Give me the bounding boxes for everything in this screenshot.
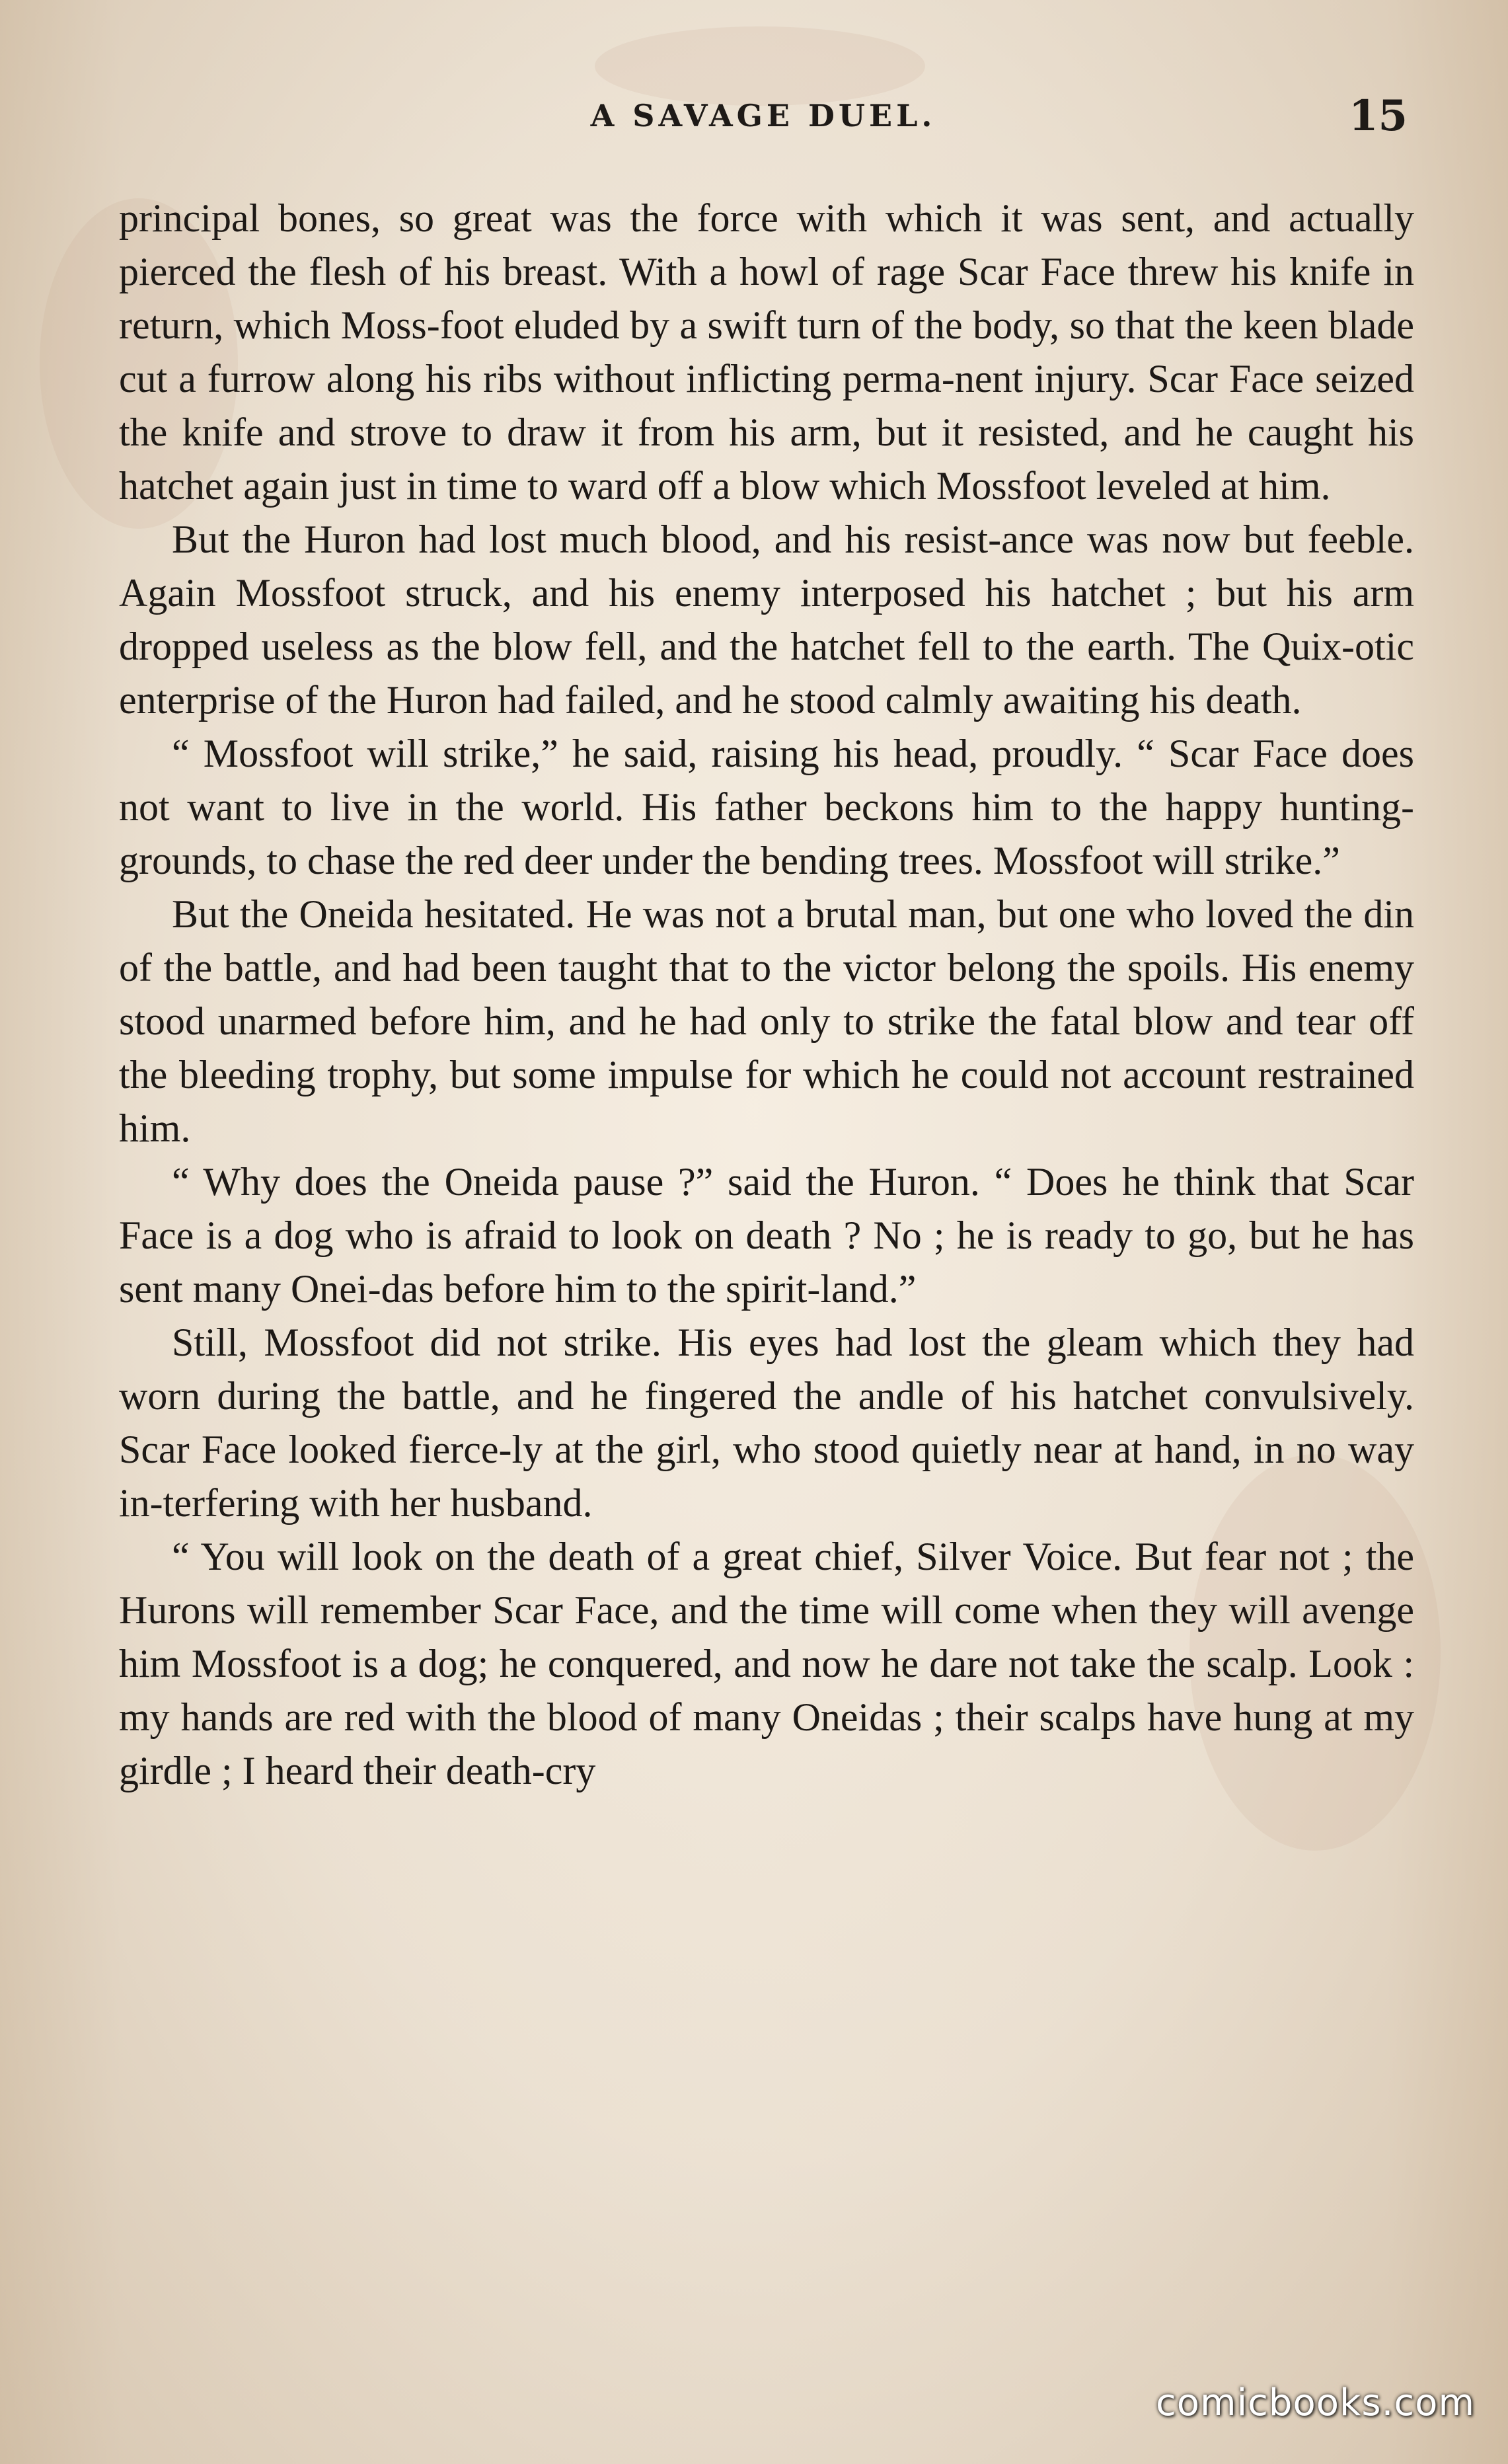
paragraph: principal bones, so great was the force with which it was sent, and actually pierced the flesh of his breast. With a howl of rage Scar Face threw his knife in return, which Moss-foot eluded by a swift turn of the body, so that the keen blade cut a furrow along his ribs without inflicting perma-nent injury. Scar Face seized the knife and strove to draw it from his arm, but it resisted, and he caught his hatchet again just in time to ward off a blow which Mossfoot leveled at him.	[119, 196, 1414, 508]
body-text	[119, 192, 1414, 1798]
paragraph: “ Why does the Oneida pause ?” said the Huron. “ Does he think that Scar Face is a dog who is afraid to look on death ? No ; he is ready to go, but he has sent many Onei-das before him to the spirit-land.”	[119, 1160, 1414, 1311]
paragraph: “ You will look on the death of a great chief, Silver Voice. But fear not ; the Hurons will remember Scar Face, and the time will come when they will avenge him Mossfoot is a dog; he conquered, and now he dare not take the scalp. Look : my hands are red with the blood of many Oneidas ; their scalps have hung at my girdle ; I heard their death-cry	[119, 1535, 1414, 1792]
page-number: 15	[1348, 91, 1408, 141]
paragraph: But the Oneida hesitated. He was not a brutal man, but one who loved the din of the battle, and had been taught that to the victor belong the spoils. His enemy stood unarmed before him, and he had only to strike the fatal blow and tear off the bleeding trophy, but some impulse for which he could not account restrained him.	[119, 892, 1414, 1150]
paragraph: “ Mossfoot will strike,” he said, raising his head, proudly. “ Scar Face does not want to live in the world. His father beckons him to the happy hunting-grounds, to chase the red deer under the bending trees. Mossfoot will strike.”	[119, 732, 1414, 882]
watermark: comicbooks.com	[1155, 2381, 1475, 2424]
paragraph: But the Huron had lost much blood, and his resist-ance was now but feeble. Again Mossfoot struck, and his enemy interposed his hatchet ; but his arm dropped useless as the blow fell, and the hatchet fell to the earth. The Quix-otic enterprise of the Huron had failed, and he stood calmly awaiting his death.	[119, 518, 1414, 722]
paragraph: Still, Mossfoot did not strike. His eyes had lost the gleam which they had worn during the battle, and he fingered the andle of his hatchet convulsively. Scar Face looked fierce-ly at the girl, who stood quietly near at hand, in no way in-terfering with her husband.	[119, 1321, 1414, 1525]
running-head: A SAVAGE DUEL.	[590, 98, 936, 134]
page-header	[119, 79, 1408, 152]
